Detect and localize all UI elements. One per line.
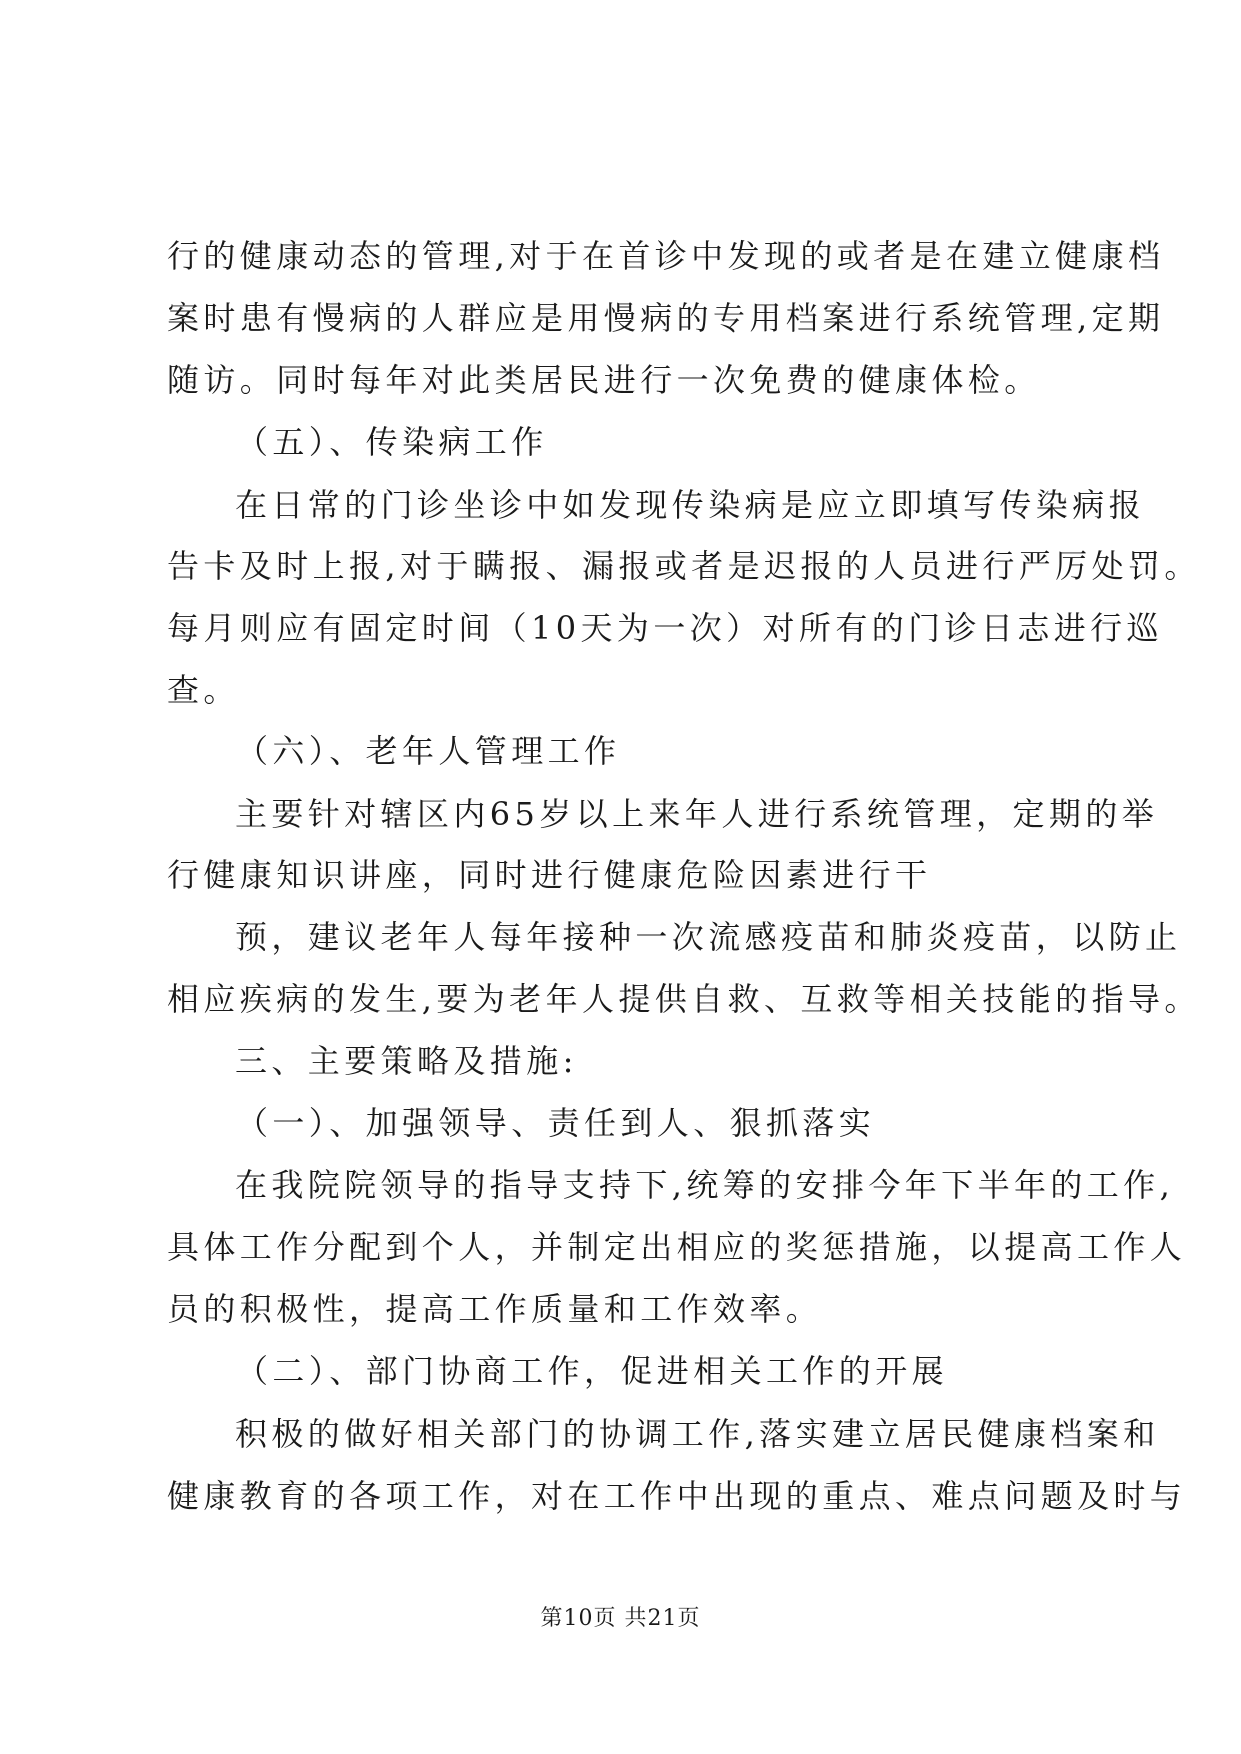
paragraph-line: 案时患有慢病的人群应是用慢病的专用档案进行系统管理,定期 (167, 299, 1165, 337)
paragraph-line: 主要针对辖区内65岁以上来年人进行系统管理，定期的举 (235, 795, 1159, 833)
paragraph-line: 随访。同时每年对此类居民进行一次免费的健康体检。 (167, 361, 1041, 399)
paragraph-line: 每月则应有固定时间（10天为一次）对所有的门诊日志进行巡 (167, 609, 1163, 647)
section-heading: （一）、加强领导、责任到人、狠抓落实 (236, 1104, 876, 1142)
section-heading: （五）、传染病工作 (236, 423, 548, 461)
paragraph-line: 相应疾病的发生,要为老年人提供自救、互救等相关技能的指导。 (167, 980, 1201, 1018)
paragraph-line: 告卡及时上报,对于瞒报、漏报或者是迟报的人员进行严厉处罚。 (167, 547, 1201, 585)
paragraph-line: 在我院院领导的指导支持下,统筹的安排今年下半年的工作, (235, 1166, 1175, 1204)
paragraph-line: 在日常的门诊坐诊中如发现传染病是应立即填写传染病报 (235, 486, 1146, 524)
paragraph-line: 健康教育的各项工作，对在工作中出现的重点、难点问题及时与 (167, 1477, 1187, 1515)
section-heading: （二）、部门协商工作，促进相关工作的开展 (236, 1352, 949, 1390)
paragraph-line: 行健康知识讲座，同时进行健康危险因素进行干 (167, 856, 932, 894)
paragraph-line: 行的健康动态的管理,对于在首诊中发现的或者是在建立健康档 (167, 237, 1165, 275)
page-number: 第10页 共21页 (540, 1606, 701, 1631)
section-heading: （六）、老年人管理工作 (236, 732, 621, 770)
paragraph-line: 具体工作分配到个人，并制定出相应的奖惩措施，以提高工作人 (167, 1228, 1187, 1266)
section-heading: 三、主要策略及措施: (235, 1042, 578, 1080)
paragraph-line: 预，建议老年人每年接种一次流感疫苗和肺炎疫苗，以防止 (235, 918, 1182, 956)
paragraph-line: 积极的做好相关部门的协调工作,落实建立居民健康档案和 (235, 1415, 1160, 1453)
paragraph-line: 员的积极性，提高工作质量和工作效率。 (167, 1290, 823, 1328)
paragraph-line: 查。 (167, 671, 240, 709)
